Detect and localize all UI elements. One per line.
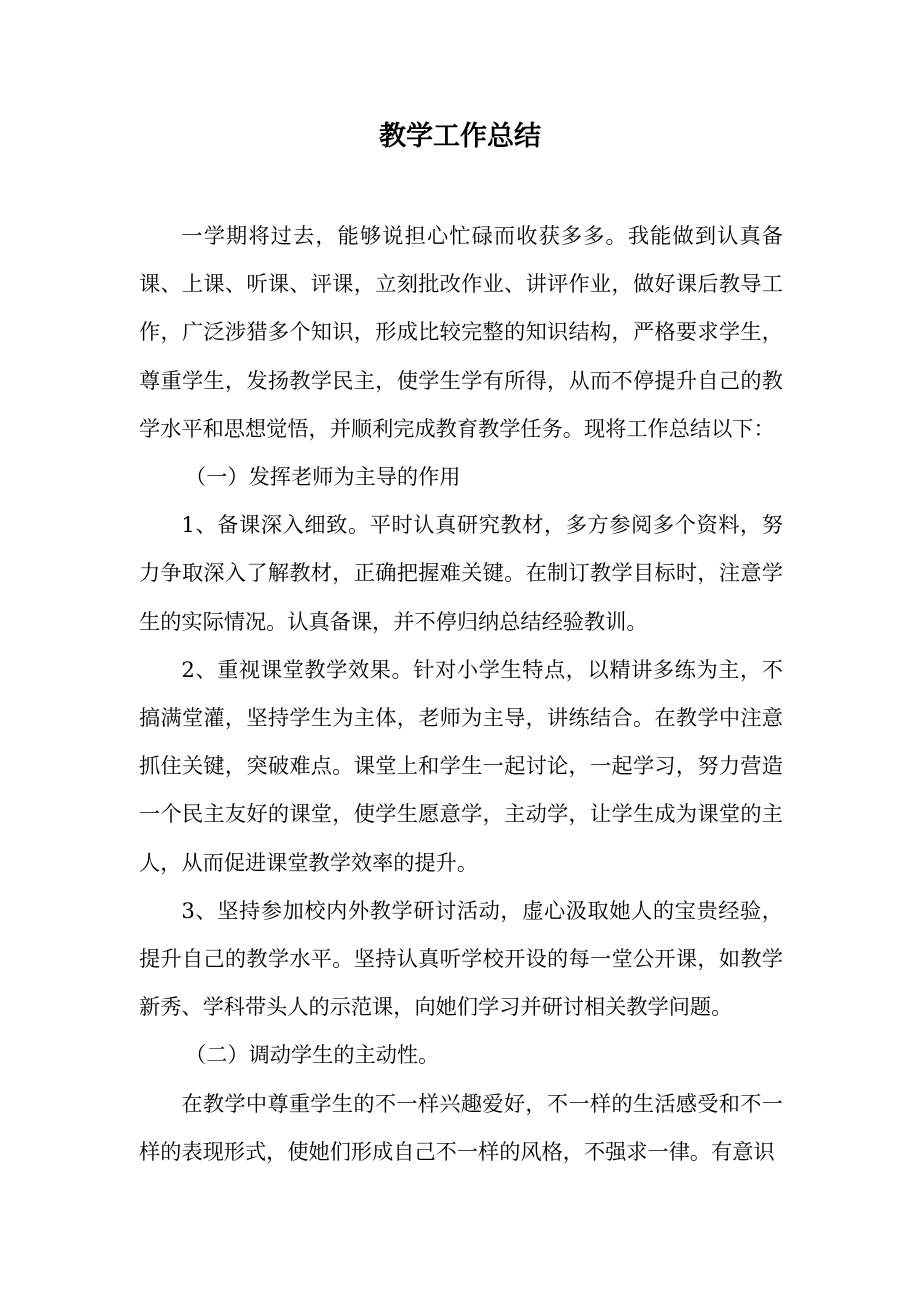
document-title: 教学工作总结 xyxy=(379,121,541,152)
paragraph-item-3: 3、坚持参加校内外教学研讨活动，虚心汲取她人的宝贵经验，提升自己的教学水平。坚持认真听学校开设的每一堂公开课，如教学新秀、学科带头人的示范课，向她们学习并研讨相关教学问题。 xyxy=(139,897,783,1020)
intro-paragraph: 一学期将过去，能够说担心忙碌而收获多多。我能做到认真备课、上课、听课、评课，立刻批改作业、讲评作业，做好课后教导工作，广泛涉猎多个知识，形成比较完整的知识结构，严格要求学生，尊重学生，发扬教学民主，使学生学有所得，从而不停提升自己的教学水平和思想觉悟，并顺利完成教育教学任务。现将工作总结以下： xyxy=(139,223,783,441)
paragraph-item-1: 1、备课深入细致。平时认真研究教材，多方参阅多个资料，努力争取深入了解教材，正确把握难关键。在制订教学目标时，注意学生的实际情况。认真备课，并不停归纳总结经验教训。 xyxy=(139,512,783,634)
section-heading-1: （一）发挥老师为主导的作用 xyxy=(185,464,461,490)
paragraph-motivation: 在教学中尊重学生的不一样兴趣爱好，不一样的生活感受和不一样的表现形式，使她们形成自己不一样的风格，不强求一律。有意识 xyxy=(139,1090,783,1164)
paragraph-item-2: 2、重视课堂教学效果。针对小学生特点，以精讲多练为主，不搞满堂灌，坚持学生为主体，老师为主导，讲练结合。在教学中注意抓住关键，突破难点。课堂上和学生一起讨论，一起学习，努力营造一个民主友好的课堂，使学生愿意学，主动学，让学生成为课堂的主人，从而促进课堂教学效率的提升。 xyxy=(139,656,783,875)
document-body xyxy=(139,212,783,1176)
section-heading-2: （二）调动学生的主动性。 xyxy=(185,1042,440,1068)
